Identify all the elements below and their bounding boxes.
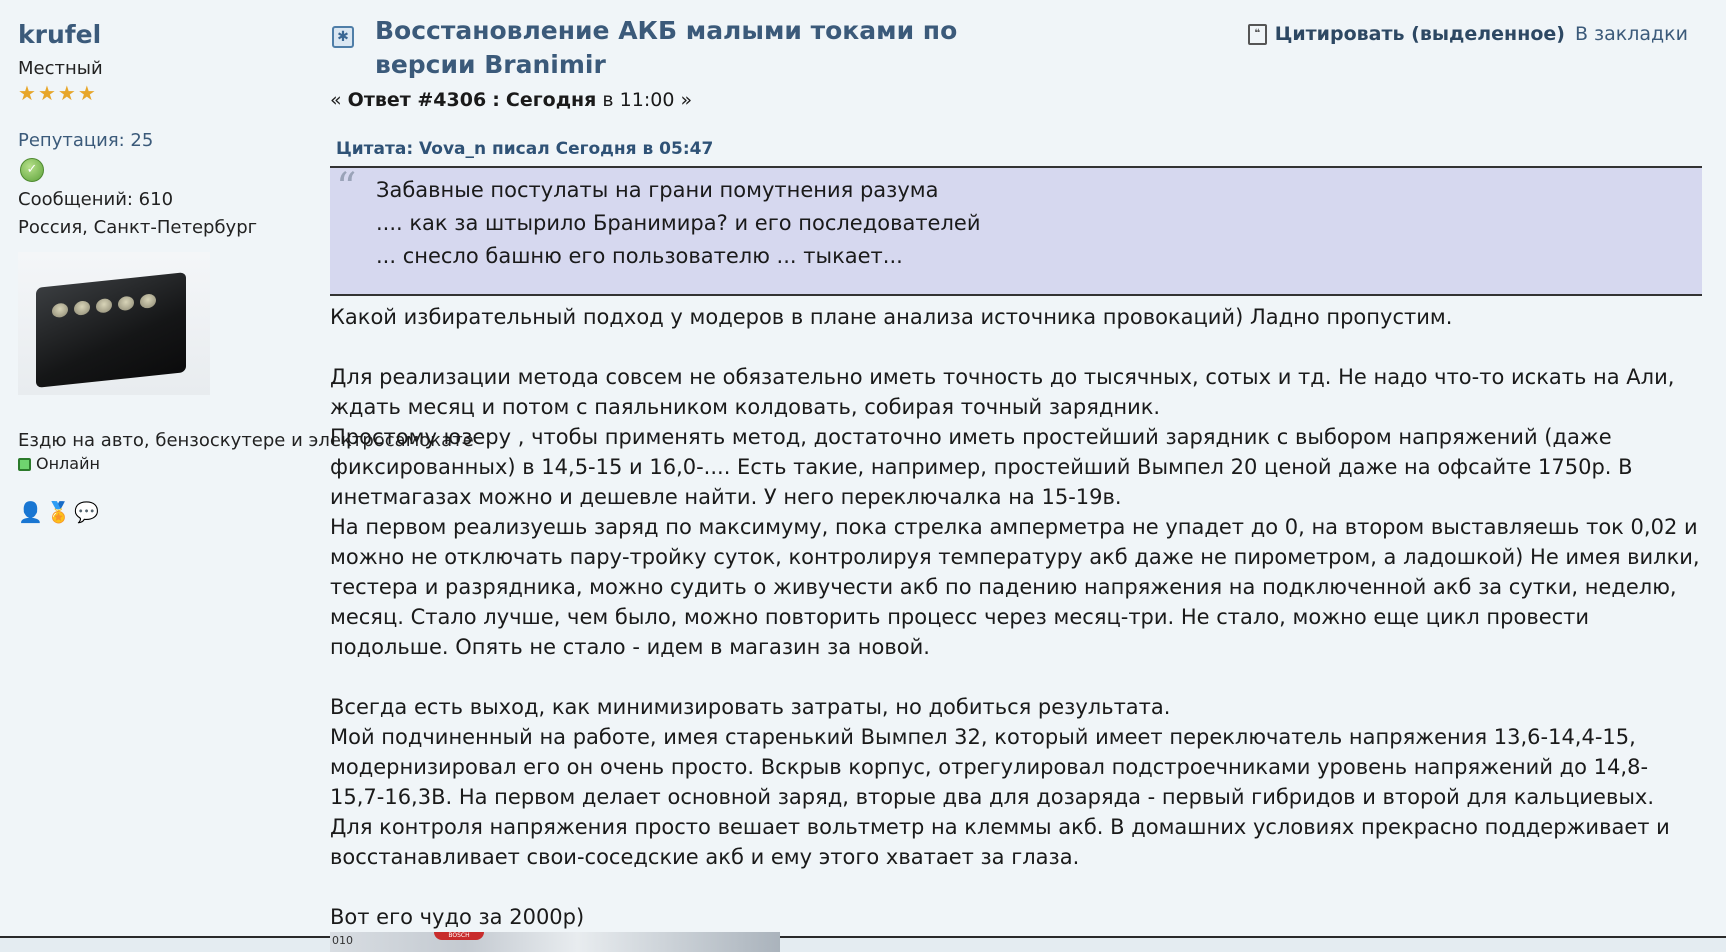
star-icon: ★ [37, 81, 56, 105]
poster-rank: Местный [18, 58, 103, 79]
quote-text [376, 174, 980, 273]
award-icon[interactable]: 🏅 [46, 500, 71, 524]
poster-name[interactable]: krufel [18, 20, 102, 49]
quote-header[interactable]: Цитата: Vova_n писал Сегодня в 05:47 [336, 139, 714, 159]
quote-line: ... снесло башню его пользователю ... тыкает... [376, 244, 903, 268]
bookmark-button[interactable]: В закладки [1574, 23, 1688, 45]
poster-location: Россия, Санкт-Петербург [18, 217, 258, 238]
meta-separator: : [492, 89, 500, 111]
online-status [18, 453, 328, 475]
quote-line: .... как за штырило Бранимира? и его последователей [376, 211, 981, 235]
post-meta [330, 86, 692, 114]
star-icon: ★ [57, 81, 76, 105]
quote-line: Забавные постулаты на грани помутнения разума [376, 178, 939, 202]
body-paragraph: На первом реализуешь заряд по максимуму, пока стрелка амперметра не упадет до 0, на втором выставляешь ток 0,02 и можно не отключать пару-тройку суток, контролируя температуру акб даже не пирометром, а ладошкой) Не имея вилки, тестера и разрядника, можно судить о живучести акб по падению напряжения на подключенной акб за сутки, неделю, месяц. Стало лучше, чем было, можно повторить процесс через месяц-три. Не стало, можно еще цикл провести подольше. Опять не стало - идем в магазин за новой. [330, 515, 1700, 659]
poster-reputation: Репутация: 25 [18, 130, 154, 151]
star-icon: ★ [77, 81, 96, 105]
rank-stars [18, 82, 328, 108]
poster-actions [18, 501, 328, 523]
post-body [330, 302, 1702, 932]
quote-button-label: Цитировать (выделенное) [1274, 23, 1565, 45]
body-paragraph: Простому юзеру , чтобы применять метод, достаточно иметь простейший зарядник с выбором напряжений (даже фиксированных) в 14,5-15 и 16,0-.... Есть такие, например, простейший Вымпел 20 ценой даже на офсайте 1750р. В инетмагазах можно и дешевле найти. У него переключалка на 15-19в. [330, 425, 1633, 509]
star-icon: ★ [18, 81, 36, 105]
body-paragraph: Какой избирательный подход у модеров в плане анализа источника провокаций) Ладно пропустим. [330, 305, 1453, 329]
quote-mark-icon: “ [336, 165, 357, 211]
quote-block [330, 166, 1702, 296]
online-label: Онлайн [36, 454, 100, 473]
body-paragraph: Всегда есть выход, как минимизировать затраты, но добиться результата. [330, 695, 1171, 719]
battery-image [36, 272, 186, 388]
avatar[interactable] [18, 252, 210, 395]
post-day: Сегодня [505, 89, 597, 111]
post-image[interactable] [330, 932, 780, 952]
image-label: 010 [332, 934, 353, 947]
post-buttons [1248, 23, 1688, 45]
online-icon [18, 458, 31, 471]
profile-icon[interactable]: 👤 [18, 500, 43, 524]
meta-prefix: « [330, 89, 342, 111]
body-paragraph: Вот его чудо за 2000р) [330, 905, 585, 929]
pm-icon[interactable]: 💬 [74, 500, 99, 524]
reputation-plus-icon[interactable]: ✓ [20, 158, 44, 182]
quote-icon: ❝ [1248, 24, 1267, 45]
poster-signature: Ездю на авто, бензоскутере и электросамокате [18, 430, 474, 451]
quote-button[interactable] [1248, 23, 1565, 45]
poster-messages: Сообщений: 610 [18, 189, 174, 210]
reply-number[interactable]: Ответ #4306 [347, 89, 487, 111]
body-paragraph: Мой подчиненный на работе, имея старенький Вымпел 32, который имеет переключатель напряжения 13,6-14,4-15, модернизировал его он очень просто. Вскрыв корпус, отрегулировал подстроечниками уровень напряжений до 14,8-15,7-16,3В. На первом делает основной заряд, вторые два для дозаряда - первый гибридов и второй для кальциевых. Для контроля напряжения просто вешает вольтметр на клеммы акб. В домашних условиях прекрасно поддерживает и восстанавливает свои-соседские акб и ему этого хватает за глаза. [330, 725, 1670, 869]
image-brand: BOSCH [434, 932, 484, 940]
post-time: в 11:00 » [602, 89, 693, 111]
topic-icon: ✱ [332, 26, 354, 48]
post-title[interactable]: Восстановление АКБ малыми токами по версии Branimir [375, 16, 958, 79]
body-paragraph: Для реализации метода совсем не обязательно иметь точность до тысячных, сотых и тд. Не надо что-то искать на Али, ждать месяц и потом с паяльником колдовать, собирая точный зарядник. [330, 365, 1675, 419]
